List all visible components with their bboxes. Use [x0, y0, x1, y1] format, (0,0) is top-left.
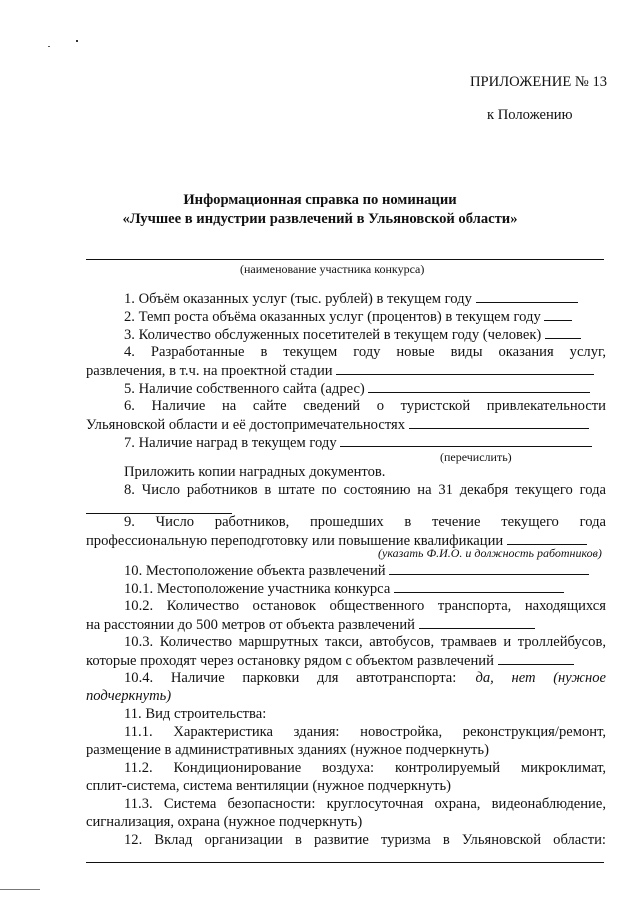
item-2-label: 2. Темп роста объёма оказанных услуг (процентов) в текущем году — [124, 309, 541, 325]
document-title-line1: Информационная справка по номинации — [183, 192, 457, 208]
item-6-line1: 6. Наличие на сайте сведений о туристской привлекательности — [124, 398, 606, 414]
item-9-caption: (указать Ф.И.О. и должность работников) — [378, 546, 602, 560]
item-10-3-line2 — [86, 651, 574, 670]
item-1 — [124, 289, 578, 308]
item-10-3-label: которые проходят через остановку рядом с объектом развлечений — [86, 653, 494, 669]
item-7-blank — [340, 433, 592, 447]
item-10-4-line1 — [124, 669, 606, 687]
participant-name-line — [86, 259, 604, 260]
participant-caption: (наименование участника конкурса) — [240, 262, 425, 276]
footnote-separator — [0, 889, 40, 890]
item-4-line2 — [86, 361, 594, 380]
item-5-label: 5. Наличие собственного сайта (адрес) — [124, 381, 365, 397]
item-2-blank — [544, 307, 572, 321]
item-9-line1: 9. Число работников, прошедших в течение текущего года — [124, 514, 606, 530]
item-8: 8. Число работников в штате по состоянию на 31 декабря текущего года — [124, 482, 606, 498]
item-10-1 — [124, 579, 564, 598]
item-4-line1: 4. Разработанные в текущем году новые виды оказания услуг, — [124, 344, 606, 360]
item-1-label: 1. Объём оказанных услуг (тыс. рублей) в текущем году — [124, 291, 472, 307]
item-9-label: профессиональную переподготовку или повышение квалификации — [86, 533, 504, 549]
item-7-note: Приложить копии наградных документов. — [124, 464, 386, 480]
item-11-1-line2: размещение в административных зданиях (нужное подчеркнуть) — [86, 742, 489, 758]
item-10-4-options: да, нет (нужное — [475, 670, 606, 686]
item-3-label: 3. Количество обслуженных посетителей в текущем году (человек) — [124, 327, 542, 343]
item-10-2-line2 — [86, 615, 535, 634]
item-10 — [124, 561, 589, 580]
item-3-blank — [545, 325, 581, 339]
item-12-blank — [86, 862, 604, 863]
item-6-blank — [409, 415, 589, 429]
item-5-blank — [368, 379, 590, 393]
document-title-line2: «Лучшее в индустрии развлечений в Ульяновской области» — [122, 211, 518, 227]
item-10-2-label: на расстоянии до 500 метров от объекта развлечений — [86, 617, 415, 633]
item-10-3-line1: 10.3. Количество маршрутных такси, автобусов, трамваев и троллейбусов, — [124, 634, 606, 650]
item-1-blank — [476, 289, 578, 303]
item-4-blank — [336, 361, 594, 375]
item-11-3-line2: сигнализация, охрана (нужное подчеркнуть) — [86, 814, 363, 830]
item-4-label: развлечения, в т.ч. на проектной стадии — [86, 363, 333, 379]
item-10-label: 10. Местоположение объекта развлечений — [124, 563, 386, 579]
item-11: 11. Вид строительства: — [124, 706, 267, 722]
item-3 — [124, 325, 581, 344]
item-11-2-line1: 11.2. Кондиционирование воздуха: контролируемый микроклимат, — [124, 760, 606, 776]
item-11-1-line1: 11.1. Характеристика здания: новостройка, реконструкция/ремонт, — [124, 724, 606, 740]
item-10-4-label: 10.4. Наличие парковки для автотранспорта: — [124, 670, 457, 686]
item-10-2-line1: 10.2. Количество остановок общественного транспорта, находящихся — [124, 598, 606, 614]
scan-dot — [76, 40, 78, 42]
item-10-1-label: 10.1. Местоположение участника конкурса — [124, 581, 391, 597]
item-10-blank — [389, 561, 589, 575]
item-11-3-line1: 11.3. Система безопасности: круглосуточная охрана, видеонаблюдение, — [124, 796, 606, 812]
item-7-caption: (перечислить) — [440, 450, 512, 464]
item-7 — [124, 433, 592, 452]
item-11-2-line2: сплит-система, система вентиляции (нужное подчеркнуть) — [86, 778, 451, 794]
item-6-label: Ульяновской области и её достопримечательностях — [86, 417, 406, 433]
appendix-to-regulation: к Положению — [487, 107, 573, 123]
item-10-2-blank — [419, 615, 535, 629]
item-7-label: 7. Наличие наград в текущем году — [124, 435, 337, 451]
appendix-number: ПРИЛОЖЕНИЕ № 13 — [470, 74, 608, 90]
item-12: 12. Вклад организации в развитие туризма в Ульяновской области: — [124, 832, 606, 848]
item-10-1-blank — [394, 579, 564, 593]
item-9-blank — [507, 531, 587, 545]
scan-mark — [48, 46, 50, 47]
item-6-line2 — [86, 415, 589, 434]
item-10-3-blank — [498, 651, 574, 665]
item-2 — [124, 307, 572, 326]
item-5 — [124, 379, 590, 398]
item-10-4-line2: подчеркнуть) — [86, 688, 172, 704]
